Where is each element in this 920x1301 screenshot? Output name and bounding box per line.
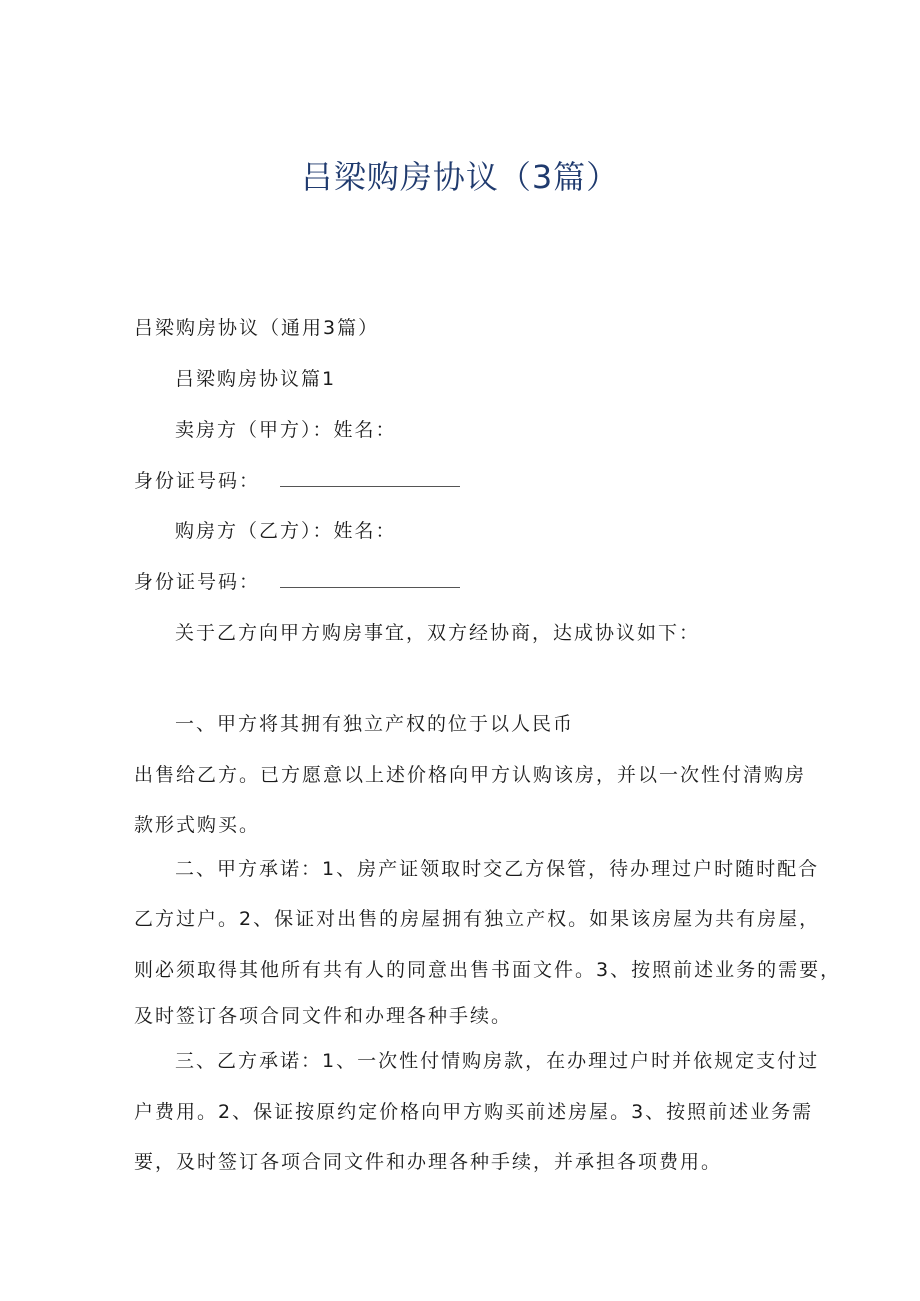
buyer-id-row xyxy=(134,569,460,595)
buyer-id-blank xyxy=(280,571,460,588)
clause1-line2: 出售给乙方。已方愿意以上述价格向甲方认购该房，并以一次性付清购房 xyxy=(134,764,807,786)
seller-id-label: 身份证号码： xyxy=(134,470,261,492)
document-title: 吕梁购房协议（3篇） xyxy=(300,158,620,196)
seller-name-line: 卖房方（甲方）：姓名： xyxy=(175,419,397,441)
seller-id-row xyxy=(134,468,460,494)
clause2-line4: 及时签订各项合同文件和办理各种手续。 xyxy=(134,1005,513,1027)
clause2-line1: 二、甲方承诺：1、房产证领取时交乙方保管，待办理过户时随时配合 xyxy=(175,858,820,880)
intro-paragraph: 关于乙方向甲方购房事宜，双方经协商，达成协议如下： xyxy=(175,622,701,644)
clause2-line2: 乙方过户。2、保证对出售的房屋拥有独立产权。如果该房屋为共有房屋， xyxy=(134,908,821,930)
clause2-line3: 则必须取得其他所有共有人的同意出售书面文件。3、按照前述业务的需要， xyxy=(134,959,842,981)
seller-id-blank xyxy=(280,470,460,487)
clause1-line3: 款形式购买。 xyxy=(134,814,261,836)
clause1-line1: 一、甲方将其拥有独立产权的位于以人民币 xyxy=(175,713,575,735)
section-heading: 吕梁购房协议篇1 xyxy=(175,368,337,390)
document-subtitle: 吕梁购房协议（通用3篇） xyxy=(134,317,380,339)
clause3-line2: 户费用。2、保证按原约定价格向甲方购买前述房屋。3、按照前述业务需 xyxy=(134,1101,814,1123)
buyer-name-line: 购房方（乙方）：姓名： xyxy=(175,520,397,542)
clause3-line1: 三、乙方承诺：1、一次性付情购房款，在办理过户时并依规定支付过 xyxy=(175,1050,820,1072)
clause3-line3: 要，及时签订各项合同文件和办理各种手续，并承担各项费用。 xyxy=(134,1151,723,1173)
buyer-id-label: 身份证号码： xyxy=(134,571,261,593)
